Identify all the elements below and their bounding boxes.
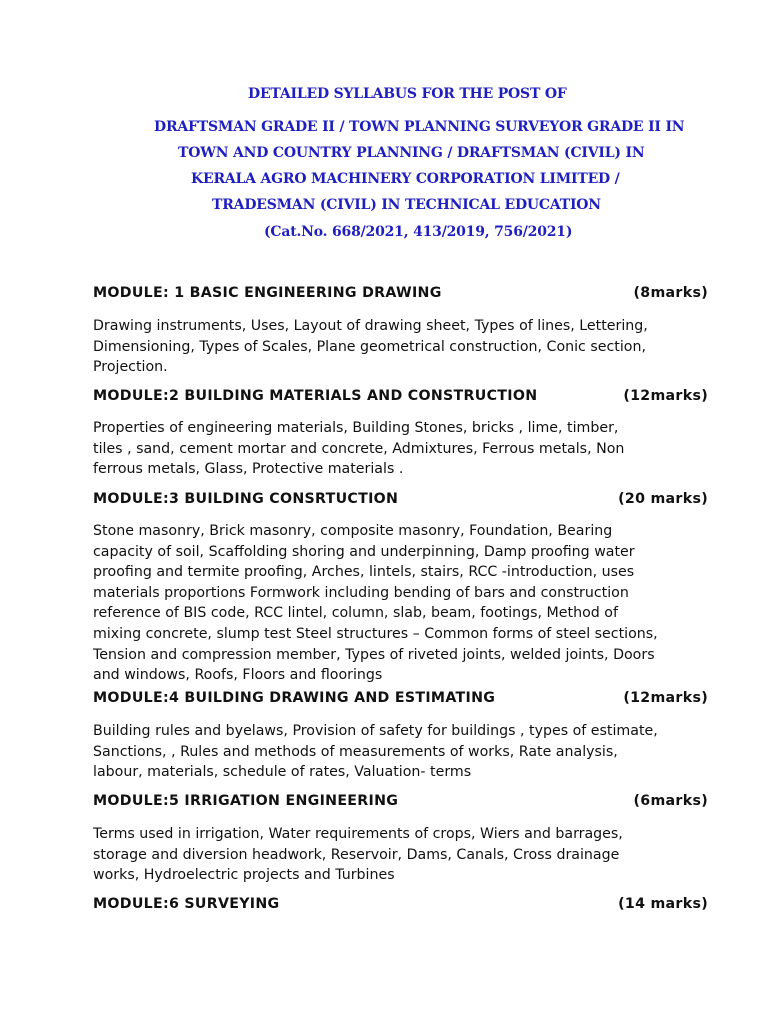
module-3-heading: [93, 491, 708, 507]
module-1-heading: [93, 285, 708, 301]
module-2-line-2: tiles , sand, cement mortar and concrete, Admixtures, Ferrous metals, Non: [93, 440, 625, 457]
module-4-title: MODULE:4 BUILDING DRAWING AND ESTIMATING: [93, 690, 496, 706]
module-3-line-1: Stone masonry, Brick masonry, composite masonry, Foundation, Bearing: [93, 523, 613, 539]
module-6-marks: (14 marks): [618, 896, 708, 912]
module-2-line-1: Properties of engineering materials, Building Stones, bricks , lime, timber,: [93, 420, 619, 436]
header-line-3: TOWN AND COUNTRY PLANNING / DRAFTSMAN (CIVIL) IN: [178, 145, 645, 161]
module-4-line-1: Building rules and byelaws, Provision of safety for buildings , types of estimate,: [93, 723, 658, 739]
module-3-line-3: proofing and termite proofing, Arches, lintels, stairs, RCC -introduction, uses: [93, 564, 635, 581]
module-2-line-3: ferrous metals, Glass, Protective materials .: [93, 461, 404, 478]
module-4-heading: [93, 690, 708, 706]
module-3-line-5: reference of BIS code, RCC lintel, column, slab, beam, footings, Method of: [93, 605, 618, 622]
header-line-6: (Cat.No. 668/2021, 413/2019, 756/2021): [264, 224, 573, 240]
header-line-4: KERALA AGRO MACHINERY CORPORATION LIMITED /: [191, 171, 620, 187]
module-1-line-3: Projection.: [93, 359, 168, 376]
module-1-line-1: Drawing instruments, Uses, Layout of drawing sheet, Types of lines, Lettering,: [93, 318, 648, 334]
module-5-content: [93, 824, 723, 886]
header-line-5: TRADESMAN (CIVIL) IN TECHNICAL EDUCATION: [212, 197, 601, 213]
module-3-content: [93, 521, 723, 686]
module-6-heading: [93, 896, 708, 912]
module-1-line-2: Dimensioning, Types of Scales, Plane geometrical construction, Conic section,: [93, 338, 646, 355]
header-line-1: DETAILED SYLLABUS FOR THE POST OF: [248, 86, 567, 102]
module-5-line-3: works, Hydroelectric projects and Turbines: [93, 867, 395, 884]
module-3-line-2: capacity of soil, Scaffolding shoring and underpinning, Damp proofing water: [93, 543, 635, 560]
module-5-line-1: Terms used in irrigation, Water requirements of crops, Wiers and barrages,: [93, 826, 623, 842]
module-5-line-2: storage and diversion headwork, Reservoir, Dams, Canals, Cross drainage: [93, 846, 620, 863]
module-5-title: MODULE:5 IRRIGATION ENGINEERING: [93, 793, 399, 809]
module-1-content: [93, 316, 723, 378]
module-1-marks: (8marks): [633, 285, 708, 301]
module-6-title: MODULE:6 SURVEYING: [93, 896, 280, 912]
module-1-title: MODULE: 1 BASIC ENGINEERING DRAWING: [93, 285, 442, 301]
module-3-line-6: mixing concrete, slump test Steel structures – Common forms of steel sections,: [93, 625, 658, 642]
header-line-2: DRAFTSMAN GRADE II / TOWN PLANNING SURVEYOR GRADE II IN: [154, 119, 685, 135]
module-2-title: MODULE:2 BUILDING MATERIALS AND CONSTRUCTION: [93, 388, 538, 404]
module-2-marks: (12marks): [623, 388, 708, 404]
module-3-line-8: and windows, Roofs, Floors and floorings: [93, 667, 383, 684]
module-5-heading: [93, 793, 708, 809]
module-2-content: [93, 418, 723, 480]
module-2-heading: [93, 388, 708, 404]
module-3-line-4: materials proportions Formwork including bending of bars and construction: [93, 584, 629, 601]
module-4-content: [93, 721, 723, 783]
module-4-line-2: Sanctions, , Rules and methods of measurements of works, Rate analysis,: [93, 743, 618, 760]
module-4-line-3: labour, materials, schedule of rates, Valuation- terms: [93, 764, 472, 781]
module-3-marks: (20 marks): [618, 491, 708, 507]
module-3-title: MODULE:3 BUILDING CONSRTUCTION: [93, 491, 399, 507]
module-5-marks: (6marks): [633, 793, 708, 809]
module-3-line-7: Tension and compression member, Types of riveted joints, welded joints, Doors: [93, 646, 655, 663]
module-4-marks: (12marks): [623, 690, 708, 706]
